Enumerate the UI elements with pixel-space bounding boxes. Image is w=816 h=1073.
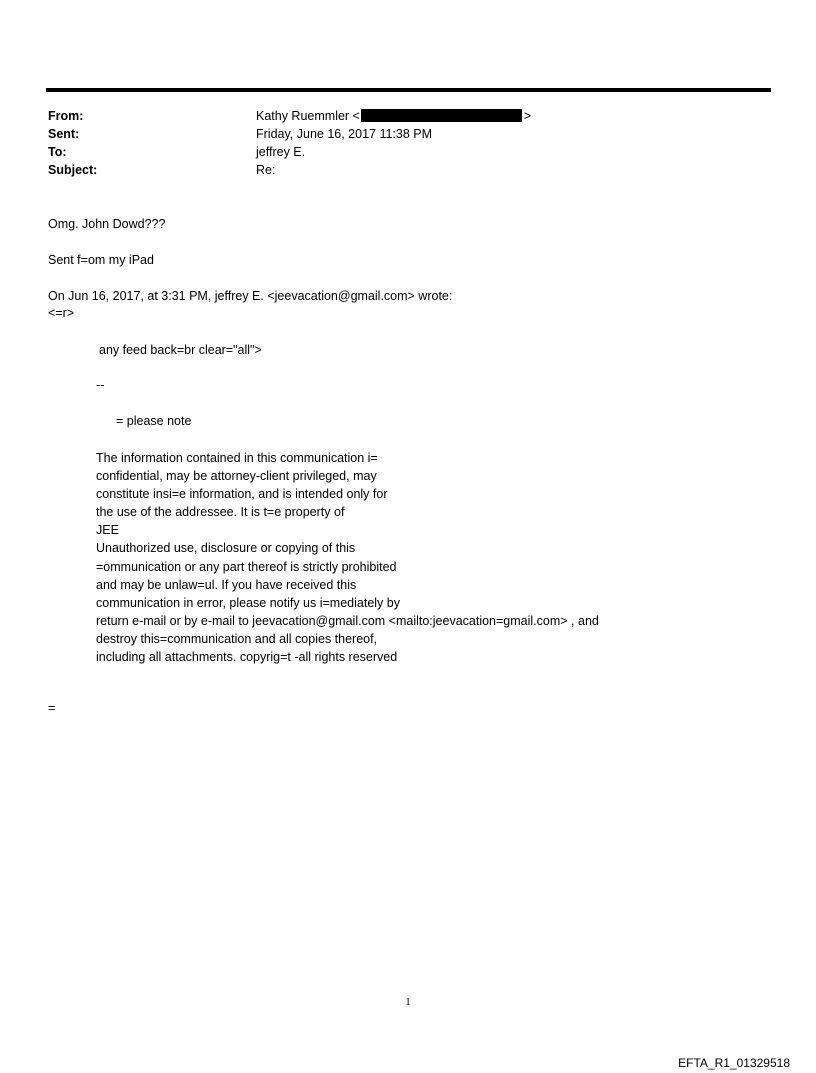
disclaimer-line: including all attachments. copyrig=t -all rights reserved: [96, 650, 398, 665]
disclaimer-line: destroy this=communication and all copies thereof,: [96, 631, 378, 646]
page-number: 1: [405, 996, 411, 1008]
header-rule: [46, 88, 771, 92]
disclaimer-block: [96, 449, 599, 666]
from-label: From:: [48, 109, 84, 123]
please-note: = please note: [116, 414, 192, 428]
disclaimer-line: =ommunication or any part thereof is strictly prohibited: [96, 559, 397, 574]
subject-value: Re:: [256, 163, 276, 177]
disclaimer-line: communication in error, please notify us i=mediately by: [96, 595, 400, 610]
disclaimer-line: JEE: [96, 523, 119, 538]
quote-intro: On Jun 16, 2017, at 3:31 PM, jeffrey E. <jeevacation@gmail.com> wrote:: [48, 289, 453, 303]
sent-value: Friday, June 16, 2017 11:38 PM: [256, 127, 433, 141]
signature-dashes: --: [96, 378, 105, 392]
body-line-1: Omg. John Dowd???: [48, 217, 166, 231]
from-name: Kathy Ruemmler <: [256, 109, 360, 123]
disclaimer-line: Unauthorized use, disclosure or copying of this: [96, 541, 356, 556]
from-value: [256, 107, 531, 125]
body-line-2: Sent f=om my iPad: [48, 253, 154, 267]
document-id: EFTA_R1_01329518: [678, 1056, 790, 1070]
quote-tag: <=r>: [48, 306, 75, 320]
disclaimer-line: and may be unlaw=ul. If you have received this: [96, 577, 357, 592]
to-value: jeffrey E.: [256, 145, 306, 159]
disclaimer-line: return e-mail or by e-mail to jeevacation@gmail.com <mailto:jeevacation=gmail.com> , and: [96, 613, 599, 628]
disclaimer-line: confidential, may be attorney-client privileged, may: [96, 469, 377, 484]
trailing-equals: =: [48, 701, 56, 715]
redaction-box: [361, 109, 522, 122]
feedback-line: any feed back=br clear="all">: [99, 343, 262, 357]
from-close: >: [523, 109, 532, 123]
sent-label: Sent:: [48, 127, 80, 141]
to-label: To:: [48, 145, 67, 159]
subject-label: Subject:: [48, 163, 98, 177]
disclaimer-line: The information contained in this communication i=: [96, 451, 378, 465]
disclaimer-line: constitute insi=e information, and is intended only for: [96, 487, 388, 502]
disclaimer-line: the use of the addressee. It is t=e property of: [96, 505, 345, 520]
